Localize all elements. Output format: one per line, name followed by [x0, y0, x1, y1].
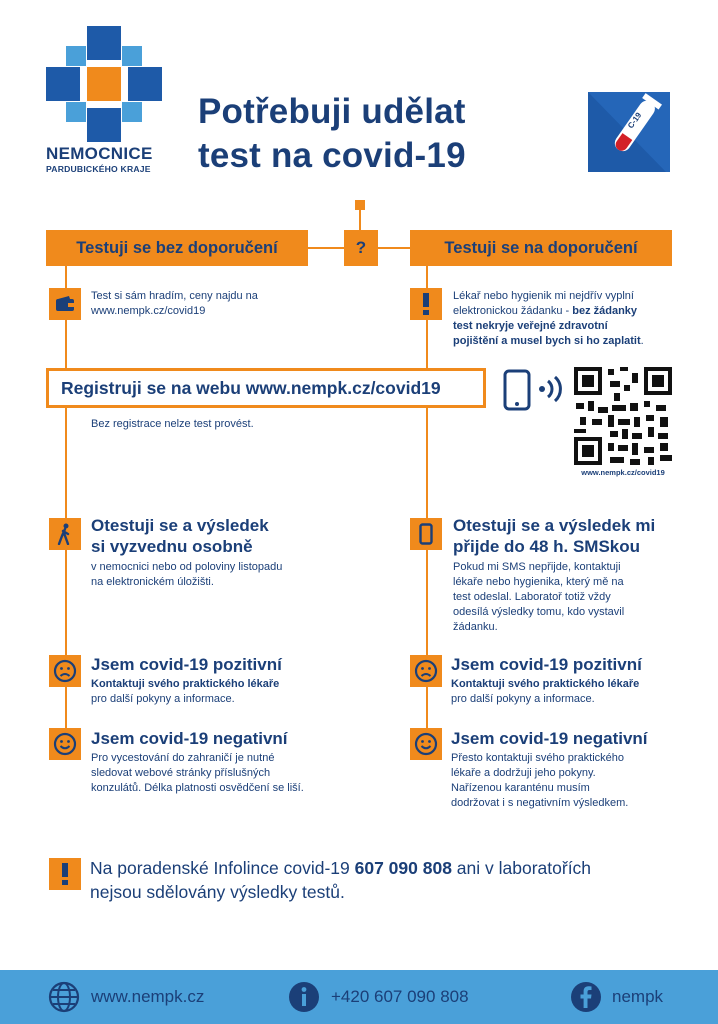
facebook-icon: [570, 981, 602, 1018]
right-path-bar: Testuji se na doporučení: [410, 230, 672, 266]
left-negative-line: konzulátů. Délka platnosti osvědčení se liší.: [91, 782, 304, 794]
left-result-text: [91, 560, 282, 590]
walking-person-icon: [49, 518, 81, 550]
mobile-phone-icon: [410, 518, 442, 550]
smartphone-icon: [503, 369, 531, 416]
left-negative-line: sledovat webové stránky příslušných: [91, 767, 271, 779]
right-negative-heading: Jsem covid-19 negativní: [451, 729, 648, 748]
info-icon: [288, 981, 320, 1018]
contactless-icon: [538, 375, 564, 408]
right-negative-text: [451, 751, 628, 811]
right-positive-heading: Jsem covid-19 pozitivní: [451, 655, 642, 674]
title-line-1: Potřebuji udělat: [198, 92, 466, 131]
right-result-heading-2: přijde do 48 h. SMSkou: [453, 537, 641, 556]
right-negative-line: lékaře a dodržuji jeho pokyny.: [451, 767, 596, 779]
test-tube-icon: [588, 92, 670, 172]
test-tube-badge: [588, 92, 670, 172]
left-negative-heading: Jsem covid-19 negativní: [91, 729, 288, 748]
right-result-text-line: žádanku.: [453, 621, 498, 633]
right-intro-line-1: Lékař nebo hygienik mi nejdřív vyplní: [453, 290, 634, 302]
qr-caption: www.nempk.cz/covid19: [581, 468, 665, 477]
right-positive-text: [451, 677, 639, 707]
left-negative-line: Pro vycestování do zahraničí je nutné: [91, 752, 275, 764]
infoline-part-1: Na poradenské Infolince covid-19: [90, 858, 355, 878]
right-negative-line: Nařízenou karanténu musím: [451, 782, 590, 794]
question-mark: ?: [355, 238, 367, 257]
right-intro-line-3: [453, 319, 683, 334]
right-result-text: [453, 560, 624, 635]
right-result-heading: [453, 515, 655, 557]
right-negative-line: Přesto kontaktuji svého praktického: [451, 752, 625, 764]
registration-box: [46, 368, 486, 408]
right-positive-bold: Kontaktuji svého praktického lékaře: [451, 678, 640, 690]
page-title: [198, 90, 466, 178]
footer-web-link[interactable]: www.nempk.cz: [91, 987, 205, 1006]
footer-phone[interactable]: +420 607 090 808: [331, 987, 469, 1006]
left-positive-line-2: pro další pokyny a informace.: [91, 693, 235, 705]
left-path-bar: Testuji se bez doporučení: [46, 230, 308, 266]
logo-name: NEMOCNICE: [46, 144, 153, 163]
right-intro-line-3-bold: test nekryje veřejné zdravotní: [453, 320, 608, 332]
smiley-face-icon: [410, 728, 442, 760]
right-intro-line-4: [453, 334, 683, 349]
right-intro-text: [453, 289, 683, 349]
right-intro-line-4-end: .: [640, 335, 644, 347]
top-connector-square: [355, 200, 365, 210]
right-negative-line: dodržovat i s negativním výsledkem.: [451, 797, 629, 809]
right-positive-line-2: pro další pokyny a informace.: [451, 693, 595, 705]
right-result-text-line: odesílá výsledky tomu, kdo vystavil: [453, 606, 625, 618]
right-intro-line-2a: elektronickou žádanku -: [453, 305, 573, 317]
left-positive-heading: Jsem covid-19 pozitivní: [91, 655, 282, 674]
right-result-heading-1: Otestuji se a výsledek mi: [453, 516, 656, 535]
right-result-text-line: test odeslal. Laboratoř totiž vždy: [453, 591, 611, 603]
right-intro-line-4-bold: pojištění a musel bych si ho zaplatit: [453, 335, 641, 347]
title-line-2: test na covid-19: [198, 136, 466, 175]
left-positive-bold: Kontaktuji svého praktického lékaře: [91, 678, 280, 690]
left-result-heading-2: si vyzvednu osobně: [91, 537, 253, 556]
left-intro-line-1: Test si sám hradím, ceny najdu na: [91, 290, 258, 302]
connector-right: [378, 247, 410, 249]
warning-icon: [410, 288, 442, 320]
infoline-part-2: ani v laboratořích: [451, 858, 592, 878]
right-result-text-line: Pokud mi SMS nepřijde, kontaktuji: [453, 561, 621, 573]
question-box: [344, 230, 378, 266]
left-result-text-2: na elektronickém úložišti.: [91, 576, 214, 588]
registration-note: Bez registrace nelze test provést.: [91, 418, 254, 430]
infoline-note: [90, 856, 690, 904]
connector-left: [308, 247, 344, 249]
right-intro-line-2b: bez žádanky: [572, 305, 638, 317]
logo-subtitle: PARDUBICKÉHO KRAJE: [46, 164, 151, 174]
right-intro-line-2: [453, 304, 683, 319]
left-intro-line-2: www.nempk.cz/covid19: [91, 305, 206, 317]
right-result-text-line: lékaře nebo hygienika, který mě na: [453, 576, 624, 588]
left-result-heading-1: Otestuji se a výsledek: [91, 516, 269, 535]
qr-code: [574, 367, 672, 465]
footer-facebook-link[interactable]: nempk: [612, 987, 664, 1006]
sad-face-icon: [410, 655, 442, 687]
warning-icon: [49, 858, 81, 890]
left-positive-text: [91, 677, 279, 707]
globe-icon: [48, 981, 80, 1018]
right-positive-line-1: [451, 677, 639, 692]
hospital-logo: [46, 26, 164, 142]
left-intro-text: [91, 289, 258, 319]
left-negative-text: [91, 751, 304, 796]
infoline-phone: 607 090 808: [354, 858, 452, 878]
sad-face-icon: [49, 655, 81, 687]
infoline-line-2: nejsou sdělovány výsledky testů.: [90, 882, 345, 902]
left-result-text-1: v nemocnici nebo od poloviny listopadu: [91, 561, 283, 573]
top-connector-line: [359, 210, 361, 230]
left-positive-line-1: [91, 677, 279, 692]
smiley-face-icon: [49, 728, 81, 760]
wallet-icon: [49, 288, 81, 320]
left-result-heading: [91, 515, 269, 557]
infoline-line-1: [90, 856, 690, 880]
badge-label: C-19: [626, 110, 644, 131]
registration-label: Registruji se na webu www.nempk.cz/covid19: [61, 378, 441, 398]
